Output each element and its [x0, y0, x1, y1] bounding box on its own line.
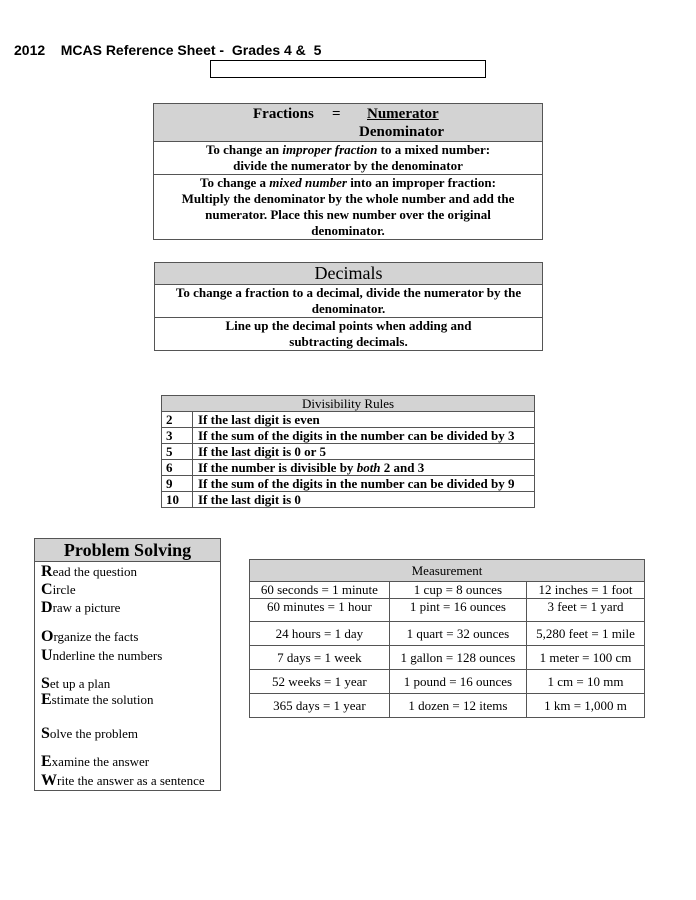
fractions-denominator: Denominator	[359, 124, 444, 140]
page-title: 2012 MCAS Reference Sheet - Grades 4 & 5	[14, 42, 322, 58]
fractions-label: Fractions	[253, 106, 314, 122]
fractions-header	[154, 104, 543, 142]
measurement-table	[249, 559, 645, 718]
fractions-equals: =	[332, 106, 341, 122]
list-item: Set up a plan	[41, 675, 111, 692]
list-item: Solve the problem	[41, 725, 138, 742]
table-row: 7 days = 1 week 1 gallon = 128 ounces 1 meter = 100 cm	[250, 646, 645, 670]
table-row: 6 If the number is divisible by both 2 and 3	[162, 460, 535, 476]
list-item: Draw a picture	[41, 599, 121, 616]
table-row: 10 If the last digit is 0	[162, 492, 535, 508]
table-row: 5 If the last digit is 0 or 5	[162, 444, 535, 460]
list-item: Write the answer as a sentence	[41, 772, 205, 789]
list-item: Organize the facts	[41, 628, 139, 645]
list-item: Underline the numbers	[41, 647, 163, 664]
problem-solving-title: Problem Solving	[35, 539, 220, 562]
table-row: 60 minutes = 1 hour 1 pint = 16 ounces 3 feet = 1 yard	[250, 599, 645, 622]
measurement-title: Measurement	[250, 560, 645, 582]
name-box	[210, 60, 486, 78]
table-row: 2 If the last digit is even	[162, 412, 535, 428]
table-row: 52 weeks = 1 year 1 pound = 16 ounces 1 cm = 10 mm	[250, 670, 645, 694]
list-item: Estimate the solution	[41, 691, 154, 708]
list-item: Examine the answer	[41, 753, 150, 770]
decimals-rule-1: To change a fraction to a decimal, divide the numerator by the denominator.	[155, 285, 543, 318]
problem-solving-box	[34, 538, 221, 791]
decimals-table	[154, 262, 543, 351]
divisibility-table	[161, 395, 535, 508]
table-row: 24 hours = 1 day 1 quart = 32 ounces 5,280 feet = 1 mile	[250, 622, 645, 646]
decimals-title: Decimals	[155, 263, 543, 285]
list-item: Read the question	[41, 563, 138, 580]
divisibility-title: Divisibility Rules	[162, 396, 535, 412]
improper-fraction-rule: To change an improper fraction to a mixed number: divide the numerator by the denominator	[154, 142, 543, 175]
table-row: 3 If the sum of the digits in the number can be divided by 3	[162, 428, 535, 444]
fractions-numerator: Numerator	[367, 106, 439, 122]
table-row: 60 seconds = 1 minute 1 cup = 8 ounces 12 inches = 1 foot	[250, 582, 645, 599]
table-row: 365 days = 1 year 1 dozen = 12 items 1 km = 1,000 m	[250, 694, 645, 718]
decimals-rule-2: Line up the decimal points when adding and subtracting decimals.	[155, 318, 543, 351]
table-row: 9 If the sum of the digits in the number can be divided by 9	[162, 476, 535, 492]
fractions-table	[153, 103, 543, 240]
mixed-number-rule: To change a mixed number into an improper fraction: Multiply the denominator by the whole number and add the numerator. Place this new number over the original denominator.	[154, 175, 543, 240]
list-item: Circle	[41, 581, 76, 598]
